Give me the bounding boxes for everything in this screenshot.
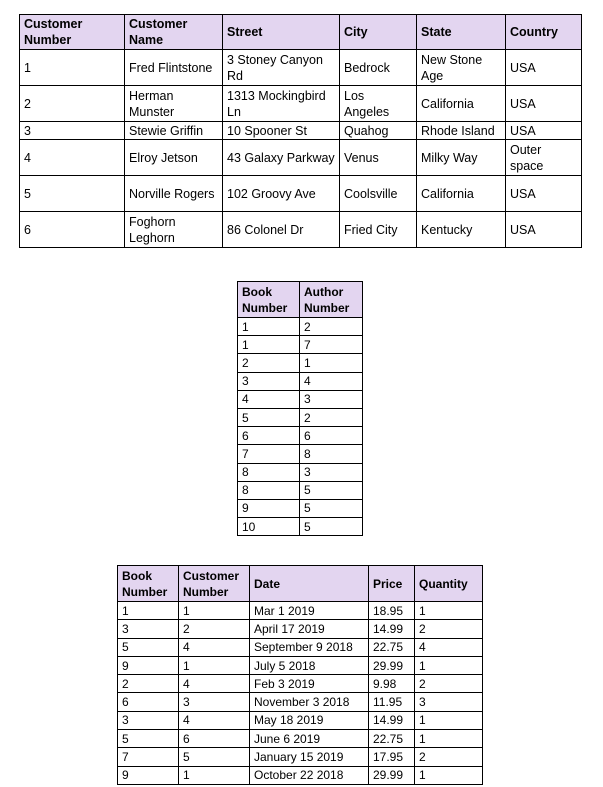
customers-table	[19, 14, 582, 248]
table-row	[20, 140, 582, 176]
customer-number-cell: 1	[20, 50, 125, 86]
table-row	[118, 730, 483, 748]
header-price: Price	[369, 566, 415, 602]
table-row	[118, 675, 483, 693]
table-row	[118, 656, 483, 674]
customer-number-cell: 5	[179, 748, 250, 766]
country-cell: Outer space	[506, 140, 582, 176]
book-number-cell: 5	[118, 730, 179, 748]
customer-name-cell: Foghorn Leghorn	[125, 212, 223, 248]
customer-number-cell: 2	[179, 620, 250, 638]
state-cell: Kentucky	[417, 212, 506, 248]
header-quantity: Quantity	[415, 566, 483, 602]
street-cell: 1313 Mockingbird Ln	[223, 86, 340, 122]
header-book-number: Book Number	[118, 566, 179, 602]
table-row	[20, 212, 582, 248]
author-number-cell: 6	[300, 427, 363, 445]
quantity-cell: 2	[415, 748, 483, 766]
date-cell: June 6 2019	[250, 730, 369, 748]
customer-name-cell: Fred Flintstone	[125, 50, 223, 86]
customer-number-cell: 4	[20, 140, 125, 176]
author-number-cell: 7	[300, 336, 363, 354]
book-number-cell: 10	[238, 518, 300, 536]
book-author-header-row	[238, 282, 363, 318]
state-cell: New Stone Age	[417, 50, 506, 86]
city-cell: Venus	[340, 140, 417, 176]
country-cell: USA	[506, 50, 582, 86]
state-cell: Rhode Island	[417, 122, 506, 140]
author-number-cell: 5	[300, 499, 363, 517]
price-cell: 14.99	[369, 620, 415, 638]
book-number-cell: 1	[118, 602, 179, 620]
customers-header-row	[20, 15, 582, 50]
quantity-cell: 1	[415, 766, 483, 784]
table-row	[238, 390, 363, 408]
author-number-cell: 4	[300, 372, 363, 390]
customer-number-cell: 1	[179, 766, 250, 784]
author-number-cell: 3	[300, 390, 363, 408]
book-number-cell: 8	[238, 481, 300, 499]
book-number-cell: 7	[118, 748, 179, 766]
street-cell: 10 Spooner St	[223, 122, 340, 140]
book-number-cell: 3	[118, 620, 179, 638]
customer-name-cell: Elroy Jetson	[125, 140, 223, 176]
country-cell: USA	[506, 122, 582, 140]
header-book-number: Book Number	[238, 282, 300, 318]
price-cell: 11.95	[369, 693, 415, 711]
country-cell: USA	[506, 86, 582, 122]
table-row	[238, 445, 363, 463]
state-cell: California	[417, 86, 506, 122]
table-row	[238, 408, 363, 426]
book-number-cell: 9	[238, 499, 300, 517]
table-row	[20, 176, 582, 212]
table-row	[238, 372, 363, 390]
table-row	[238, 481, 363, 499]
quantity-cell: 2	[415, 675, 483, 693]
header-customer-name: Customer Name	[125, 15, 223, 50]
header-city: City	[340, 15, 417, 50]
author-number-cell: 2	[300, 318, 363, 336]
quantity-cell: 2	[415, 620, 483, 638]
date-cell: January 15 2019	[250, 748, 369, 766]
author-number-cell: 2	[300, 408, 363, 426]
customer-name-cell: Norville Rogers	[125, 176, 223, 212]
table-row	[118, 602, 483, 620]
book-number-cell: 1	[238, 336, 300, 354]
book-number-cell: 5	[238, 408, 300, 426]
book-number-cell: 9	[118, 766, 179, 784]
date-cell: Mar 1 2019	[250, 602, 369, 620]
quantity-cell: 4	[415, 638, 483, 656]
price-cell: 22.75	[369, 730, 415, 748]
date-cell: May 18 2019	[250, 711, 369, 729]
customer-name-cell: Stewie Griffin	[125, 122, 223, 140]
table-row	[238, 336, 363, 354]
customer-number-cell: 1	[179, 656, 250, 674]
header-date: Date	[250, 566, 369, 602]
table-row	[238, 499, 363, 517]
book-number-cell: 5	[118, 638, 179, 656]
city-cell: Quahog	[340, 122, 417, 140]
date-cell: July 5 2018	[250, 656, 369, 674]
book-number-cell: 6	[238, 427, 300, 445]
city-cell: Fried City	[340, 212, 417, 248]
table-row	[20, 50, 582, 86]
customer-name-cell: Herman Munster	[125, 86, 223, 122]
header-customer-number: Customer Number	[20, 15, 125, 50]
book-number-cell: 1	[238, 318, 300, 336]
date-cell: November 3 2018	[250, 693, 369, 711]
country-cell: USA	[506, 212, 582, 248]
street-cell: 43 Galaxy Parkway	[223, 140, 340, 176]
price-cell: 18.95	[369, 602, 415, 620]
book-number-cell: 3	[238, 372, 300, 390]
quantity-cell: 1	[415, 711, 483, 729]
state-cell: Milky Way	[417, 140, 506, 176]
table-row	[118, 693, 483, 711]
city-cell: Los Angeles	[340, 86, 417, 122]
price-cell: 17.95	[369, 748, 415, 766]
book-number-cell: 2	[118, 675, 179, 693]
customer-number-cell: 1	[179, 602, 250, 620]
table-row	[238, 354, 363, 372]
book-number-cell: 7	[238, 445, 300, 463]
table-row	[238, 318, 363, 336]
book-number-cell: 8	[238, 463, 300, 481]
book-number-cell: 9	[118, 656, 179, 674]
customer-number-cell: 4	[179, 675, 250, 693]
author-number-cell: 5	[300, 481, 363, 499]
date-cell: October 22 2018	[250, 766, 369, 784]
customer-number-cell: 4	[179, 638, 250, 656]
date-cell: September 9 2018	[250, 638, 369, 656]
customer-number-cell: 4	[179, 711, 250, 729]
book-number-cell: 3	[118, 711, 179, 729]
author-number-cell: 8	[300, 445, 363, 463]
book-number-cell: 4	[238, 390, 300, 408]
customer-number-cell: 3	[179, 693, 250, 711]
quantity-cell: 1	[415, 602, 483, 620]
orders-table	[117, 565, 483, 785]
price-cell: 22.75	[369, 638, 415, 656]
price-cell: 29.99	[369, 656, 415, 674]
state-cell: California	[417, 176, 506, 212]
header-customer-number: Customer Number	[179, 566, 250, 602]
table-row	[20, 122, 582, 140]
customer-number-cell: 3	[20, 122, 125, 140]
table-row	[238, 427, 363, 445]
orders-header-row	[118, 566, 483, 602]
quantity-cell: 1	[415, 730, 483, 748]
quantity-cell: 3	[415, 693, 483, 711]
table-row	[20, 86, 582, 122]
header-street: Street	[223, 15, 340, 50]
customer-number-cell: 2	[20, 86, 125, 122]
header-author-number: Author Number	[300, 282, 363, 318]
street-cell: 102 Groovy Ave	[223, 176, 340, 212]
table-row	[118, 638, 483, 656]
author-number-cell: 1	[300, 354, 363, 372]
table-row	[118, 620, 483, 638]
street-cell: 3 Stoney Canyon Rd	[223, 50, 340, 86]
header-state: State	[417, 15, 506, 50]
price-cell: 14.99	[369, 711, 415, 729]
header-country: Country	[506, 15, 582, 50]
street-cell: 86 Colonel Dr	[223, 212, 340, 248]
book-author-table	[237, 281, 363, 536]
book-number-cell: 6	[118, 693, 179, 711]
table-row	[238, 518, 363, 536]
city-cell: Coolsville	[340, 176, 417, 212]
table-row	[118, 766, 483, 784]
book-number-cell: 2	[238, 354, 300, 372]
date-cell: April 17 2019	[250, 620, 369, 638]
quantity-cell: 1	[415, 656, 483, 674]
city-cell: Bedrock	[340, 50, 417, 86]
date-cell: Feb 3 2019	[250, 675, 369, 693]
country-cell: USA	[506, 176, 582, 212]
customer-number-cell: 6	[179, 730, 250, 748]
table-row	[118, 711, 483, 729]
customer-number-cell: 6	[20, 212, 125, 248]
table-row	[118, 748, 483, 766]
author-number-cell: 5	[300, 518, 363, 536]
customer-number-cell: 5	[20, 176, 125, 212]
price-cell: 9.98	[369, 675, 415, 693]
price-cell: 29.99	[369, 766, 415, 784]
author-number-cell: 3	[300, 463, 363, 481]
table-row	[238, 463, 363, 481]
